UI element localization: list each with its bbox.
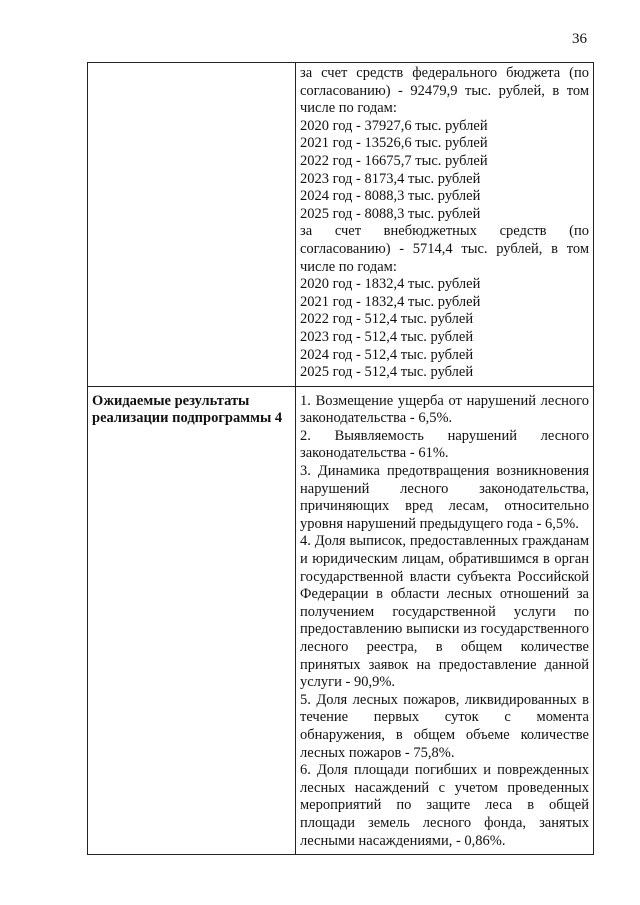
result-item: 1. Возмещение ущерба от нарушений лесного законодательства - 6,5%.: [300, 392, 589, 427]
extra-year-line: 2023 год - 512,4 тыс. рублей: [300, 328, 474, 345]
page-number: 36: [572, 31, 587, 47]
federal-year-line: 2024 год - 8088,3 тыс. рублей: [300, 188, 481, 205]
result-item: 3. Динамика предотвращения возникновения нарушений лесного законодательства, причиняющих вред лесам, относительно уровня нарушений предыдущего года - 6,5%.: [300, 463, 589, 532]
federal-year-line: 2021 год - 13526,6 тыс. рублей: [300, 135, 488, 152]
federal-year-line: 2022 год - 16675,7 тыс. рублей: [300, 152, 488, 169]
result-item: 2. Выявляемость нарушений лесного законодательства - 61%.: [300, 427, 589, 462]
extra-year-line: 2020 год - 1832,4 тыс. рублей: [300, 276, 481, 293]
table-row-financing: [88, 63, 594, 387]
results-cell: [296, 386, 594, 854]
federal-budget-text: за счет средств федерального бюджета (по согласованию) - 92479,9 тыс. рублей, в том числе по годам:: [300, 65, 589, 117]
federal-year-line: 2025 год - 8088,3 тыс. рублей: [300, 205, 481, 222]
table-row-results: [88, 386, 594, 854]
extra-year-line: 2025 год - 512,4 тыс. рублей: [300, 364, 474, 381]
passport-table: [87, 62, 594, 855]
result-item: 6. Доля площади погибших и поврежденных лесных насаждений с учетом проведенных мероприятий по защите леса в общей площади земель лесного фонда, занятых лесными насаждениями, - 0,86%.: [300, 762, 589, 849]
extra-year-line: 2021 год - 1832,4 тыс. рублей: [300, 293, 481, 310]
extra-year-line: 2024 год - 512,4 тыс. рублей: [300, 346, 474, 363]
federal-year-line: 2023 год - 8173,4 тыс. рублей: [300, 170, 481, 187]
results-label-cell: [88, 386, 296, 854]
extra-year-line: 2022 год - 512,4 тыс. рублей: [300, 311, 474, 328]
row-label-cell: [88, 63, 296, 387]
row-label: [88, 63, 295, 69]
result-item: 4. Доля выписок, предоставленных гражданам и юридическим лицам, обратившимся в орган государственной власти субъекта Российской Федерации в области лесных отношений за получением государственной услуги по предоставлению выписки из государственного лесного реестра, в общем количестве принятых заявок на предоставление данной услуги - 90,9%.: [300, 533, 589, 691]
financing-cell: [296, 63, 594, 387]
results-label: Ожидаемые результаты реализации подпрограммы 4: [92, 392, 283, 426]
result-item: 5. Доля лесных пожаров, ликвидированных в течение первых суток с момента обнаружения, в общем объеме количестве лесных пожаров - 75,8%.: [300, 691, 589, 761]
extra-budget-text: за счет внебюджетных средств (по согласованию) - 5714,4 тыс. рублей, в том числе по годам:: [300, 223, 589, 275]
federal-year-line: 2020 год - 37927,6 тыс. рублей: [300, 117, 488, 134]
